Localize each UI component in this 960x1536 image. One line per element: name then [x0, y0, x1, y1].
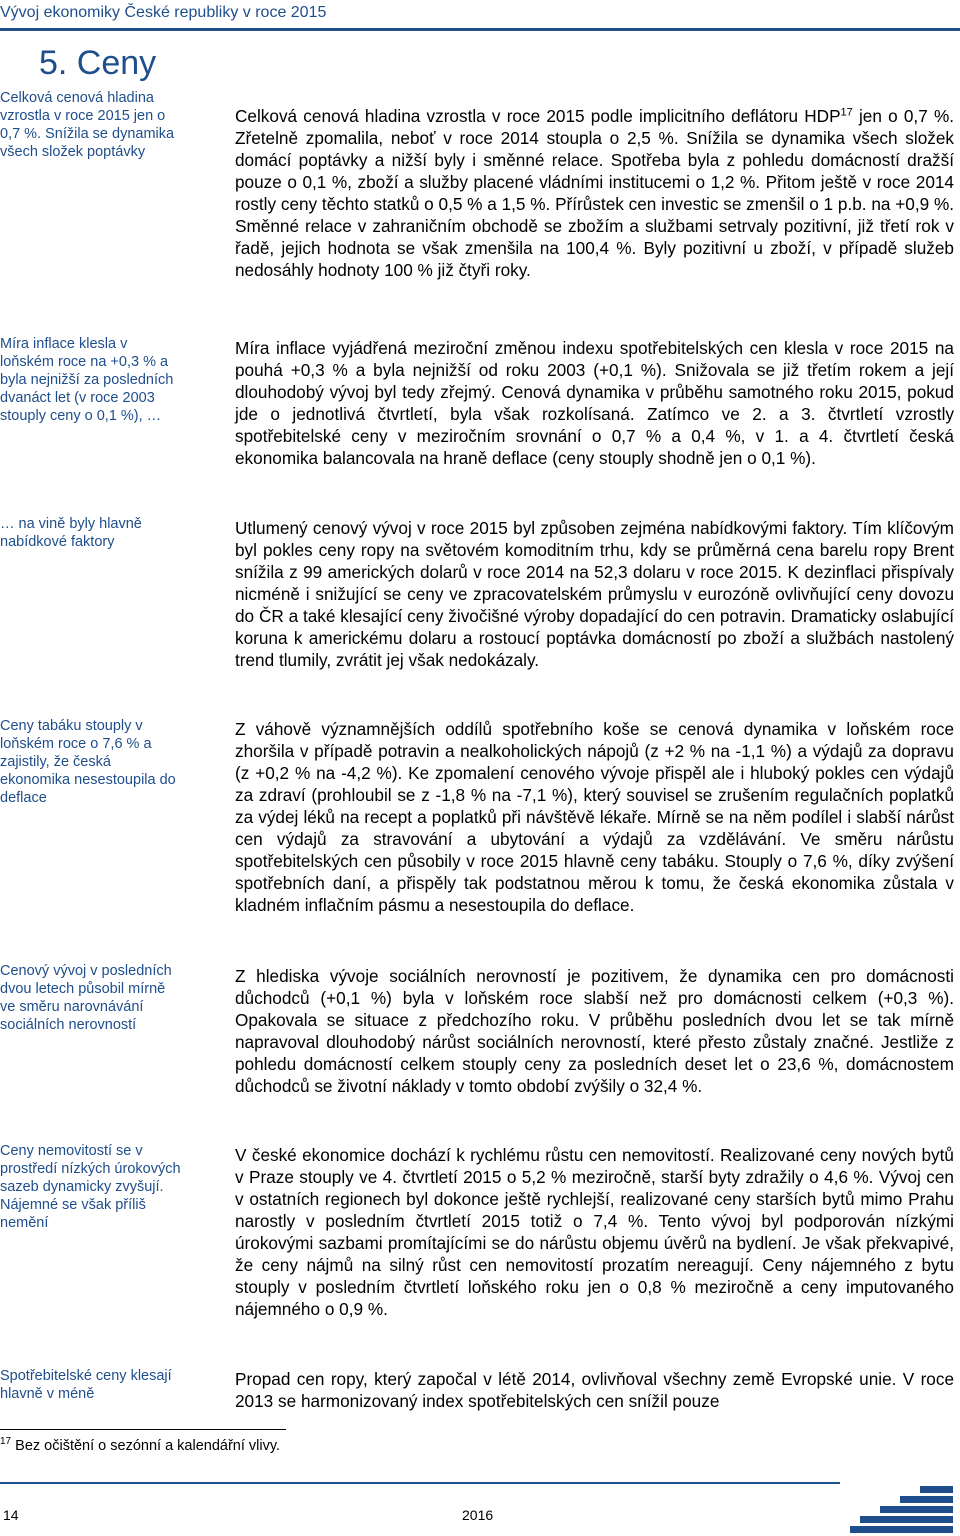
footer-year: 2016 [462, 1507, 494, 1523]
czso-logo-icon [850, 1484, 955, 1534]
paragraph-price-level [235, 105, 954, 281]
paragraph-consumer-basket: Z váhově významnějších oddílů spotřebního koše se cenová dynamika v loňském roce zhoršila v případě potravin a nealkoholických nápojů (z +2 % na -1,1 %) a výdajů za dopravu (z +0,2 % na -4,2 %). Ke zpomalení cenového vývoje přispěl ale i hluboký pokles cen výdajů za zdraví (prohloubil se z -1,8 % na -7,1 %), který souvisel se zrušením regulačních poplatků za výdej léků na recept a poplatků při návštěvě lékaře. Mírně se na něm podílel i slabší nárůst cen výdajů za stravování a ubytování a výdajů za vzdělávání. Ve směru nárůstu spotřebitelských cen působily v roce 2015 hlavně ceny tabáku. Stouply o 7,6 %, díky zvýšení spotřebních daní, a přispěly tak podstatnou měrou k tomu, že česká ekonomika zůstala v kladném inflačním pásmu a nesestoupila do deflace. [235, 719, 954, 915]
side-note-inflation-rate: Míra inflace klesla v loňském roce na +0,3 % a byla nejnižší za posledních dvanáct let (v roce 2003 stouply ceny o 0,1 %), … [0, 336, 174, 424]
side-note-social-inequality: Cenový vývoj v posledních dvou letech působil mírně ve směru narovnávání sociálních nerovností [0, 963, 172, 1033]
running-header-title: Vývoj ekonomiky České republiky v roce 2015 [0, 4, 327, 21]
paragraph-text: jen o 0,7 %. Zřetelně zpomalila, neboť v roce 2014 stoupla o 2,5 %. Snížila se dynamika všech složek domácí poptávky a nižší byly i směnné relace. Spotřeba byla z pohledu domácností dražší pouze o 0,1 %, zboží a služby placené vládními institucemi o 1,2 %. Přitom ještě v roce 2014 rostly ceny těchto statků o 0,5 % a 1,5 %. Přírůstek cen investic se zmenšil o 1 p.b. na +0,9 %. Směnné relace v zahraničním obchodě se zbožím a službami setrvaly pozitivní, již třetí rok v řadě, jejich hodnota se však zmenšila na 100,4 %. Byly pozitivní u zboží, v případě služeb nedosáhly hodnoty 100 % již čtyři roky. [235, 106, 955, 280]
paragraph-oil-prices: Propad cen ropy, který započal v létě 2014, ovlivňoval všechny země Evropské unie. V roce 2013 se harmonizovaný index spotřebitelských cen snížil pouze [235, 1369, 954, 1411]
paragraph-supply-factors: Utlumený cenový vývoj v roce 2015 byl způsoben zejména nabídkovými faktory. Tím klíčovým byl pokles ceny ropy na světovém komoditním trhu, kdy se průměrná cena barelu ropy Brent snížila z 99 amerických dolarů v roce 2014 na 52,3 dolaru v roce 2015. K dezinflaci přispívaly nicméně i snižující se ceny ve zpracovatelském průmyslu v eurozóně ovlivňující ceny dovozu do ČR a také klesající ceny živočišné výroby dopadající do cen potravin. Dramaticky oslabující koruna k americkému dolaru a rostoucí poptávka domácností po zboží a službách nastolený trend tlumily, zvrátit jej však nedokázaly. [235, 518, 954, 670]
section-heading: 5. Ceny [39, 44, 157, 82]
footnote-divider [0, 1429, 286, 1430]
paragraph-text: Celková cenová hladina vzrostla v roce 2015 podle implicitního deflátoru HDP [235, 106, 841, 126]
side-note-real-estate: Ceny nemovitostí se v prostředí nízkých úrokových sazeb dynamicky zvyšují. Nájemné se však příliš nemění [0, 1143, 181, 1231]
header-divider [0, 28, 960, 31]
side-note-overall-price-level: Celková cenová hladina vzrostla v roce 2015 jen o 0,7 %. Snížila se dynamika všech složek poptávky [0, 90, 175, 160]
footer-divider [0, 1482, 840, 1484]
paragraph-real-estate: V české ekonomice dochází k rychlému růstu cen nemovitostí. Realizované ceny nových bytů v Praze stouply ve 4. čtvrtletí 2015 o 5,2 % meziročně, starší byty zdražily o 4,6 %. Vývoj cen v ostatních regionech byl dokonce ještě rychlejší, realizované ceny starších bytů mimo Prahu narostly v posledním čtvrtletí 2015 totiž o 7,4 %. Tento vývoj byl podporován nízkými úrokovými sazbami promítajícími se do nárůstu objemu úvěrů na bydlení. Je však překvapivé, že ceny nájmů na silný růst cen nemovitostí prozatím nereagují. Ceny nájemného z bytu stouply v posledním čtvrtletí loňského roku jen o 0,8 % meziročně a ceny imputovaného nájemného o 0,9 %. [235, 1145, 954, 1319]
side-note-supply-factors: … na vině byly hlavně nabídkové faktory [0, 516, 142, 550]
footnote-text: Bez očištění o sezónní a kalendářní vlivy. [11, 1437, 281, 1454]
paragraph-inflation: Míra inflace vyjádřená meziroční změnou indexu spotřebitelských cen klesla v roce 2015 na pouhá +0,3 % a byla nejnižší od roku 2003 (+0,1 %). Snižovala se již třetím rokem a její dlouhodobý vývoj byl tedy zřejmý. Cenová dynamika v průběhu samotného roku 2015, pokud jde o jednotlivá čtvrtletí, byla však rozkolísaná. Zatímco ve 2. a 3. čtvrtletí vzrostly spotřebitelské ceny v meziročním srovnání o 0,7 % a 0,4 %, v 1. a 4. čtvrtletí česká ekonomika balancovala na hraně deflace (ceny stouply shodně jen o 0,1 %). [235, 338, 954, 468]
paragraph-social-inequality: Z hlediska vývoje sociálních nerovností je pozitivem, že dynamika cen pro domácnosti důchodců (+0,1 %) byla v loňském roce slabší než pro domácnosti celkem (+0,3 %). Opakovala se situace z předchozího roku. V průběhu posledních dvou let se tak mírně napravoval dlouhodobý nárůst sociálních nerovností, které přesto zůstaly značné. Jestliže z pohledu domácností celkem stouply ceny za posledních deset let o 23,6 %, domácnostem důchodců se životní náklady v tomto období zvýšily o 32,4 %. [235, 966, 954, 1096]
footnote [0, 1436, 280, 1454]
side-note-consumer-prices: Spotřebitelské ceny klesají hlavně v méně [0, 1368, 172, 1402]
side-note-tobacco-prices: Ceny tabáku stouply v loňském roce o 7,6 % a zajistily, že česká ekonomika nesestoupila do deflace [0, 718, 176, 806]
page-number: 14 [3, 1507, 19, 1523]
footnote-number: 17 [0, 1436, 12, 1447]
footnote-reference[interactable]: 17 [840, 106, 853, 119]
